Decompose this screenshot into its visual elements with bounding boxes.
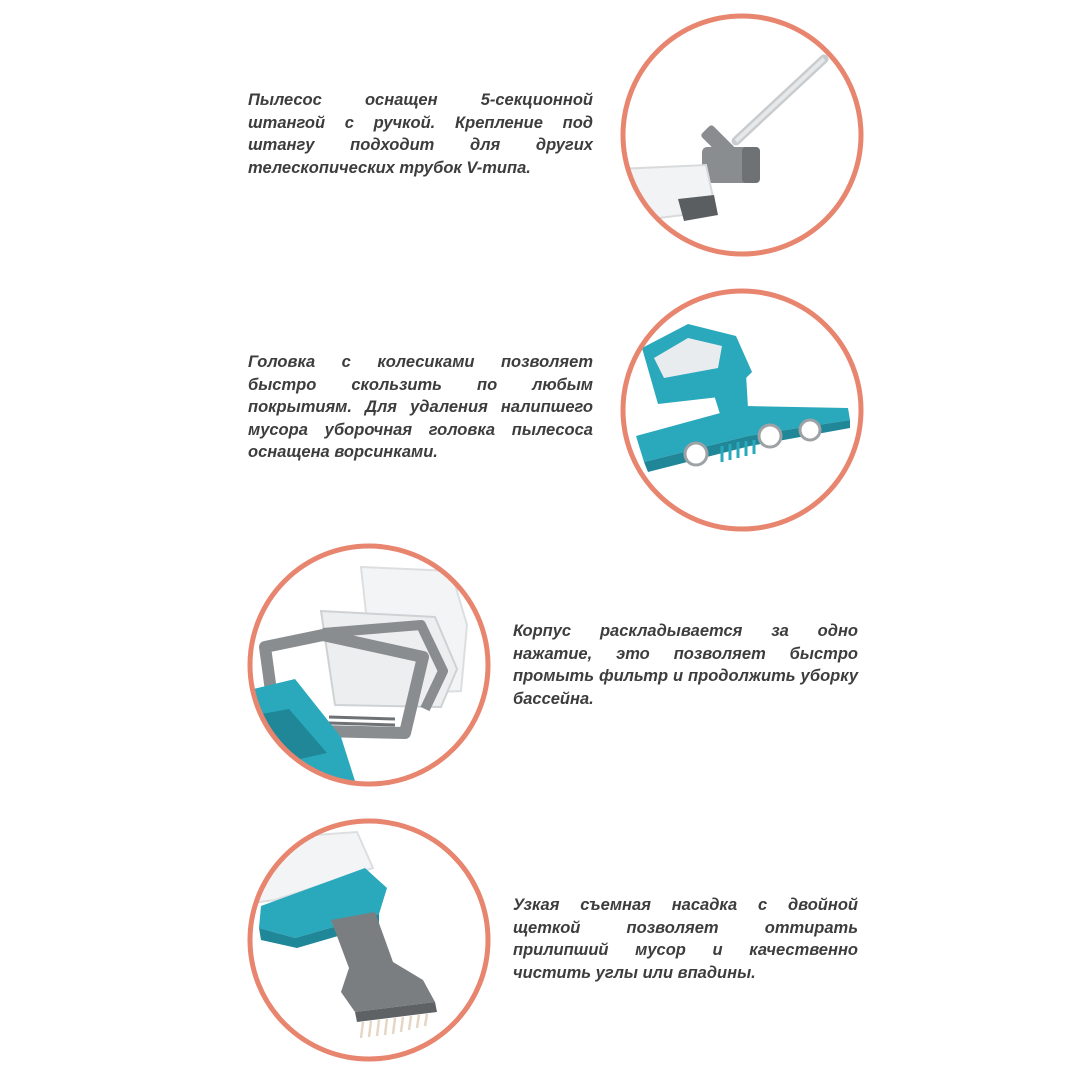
feature-2-text: Головка с колесиками позволяет быстро скользить по любым покрытиям. Для удаления налипшего мусора уборочная головка пылесоса оснащена ворсинками. bbox=[248, 353, 593, 461]
feature-4-text: Узкая съемная насадка с двойной щеткой позволяет оттирать прилипший мусор и качественно чистить углы или впадины. bbox=[513, 896, 858, 982]
telescopic-pole-image bbox=[618, 11, 866, 259]
filter-housing-image bbox=[245, 541, 493, 789]
wheeled-brush-head-image bbox=[618, 286, 866, 534]
feature-1-text: Пылесос оснащен 5-секционной штангой с ручкой. Крепление под штангу подходит для других телескопических трубок V-типа. bbox=[248, 91, 593, 177]
narrow-brush-nozzle-image bbox=[245, 816, 493, 1064]
feature-3-text: Корпус раскладывается за одно нажатие, это позволяет быстро промыть фильтр и продолжить уборку бассейна. bbox=[513, 622, 858, 708]
